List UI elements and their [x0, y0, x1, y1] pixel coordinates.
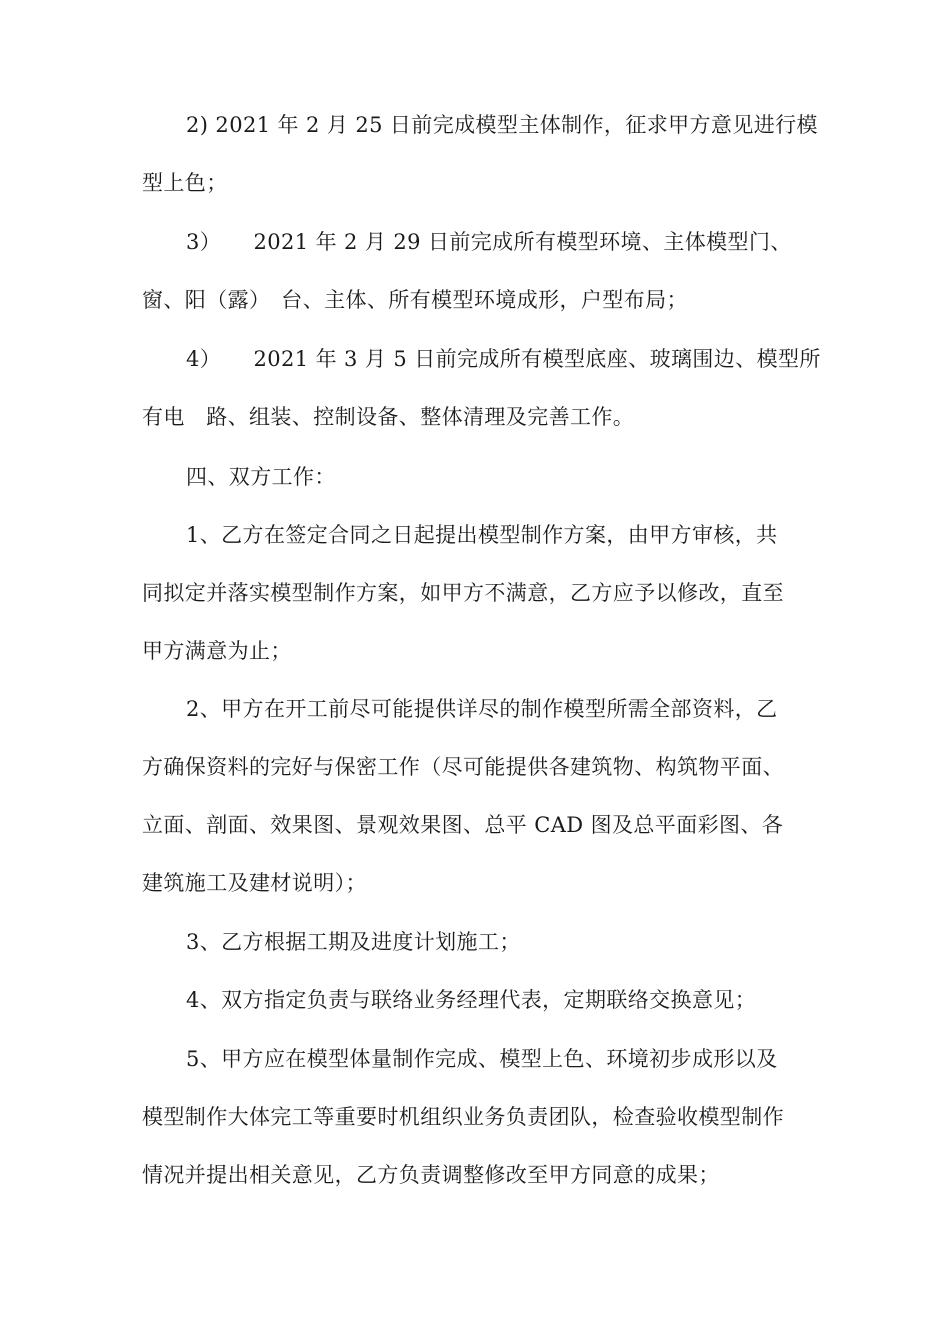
text-line: 3） 2021 年 2 月 29 日前完成所有模型环境、主体模型门、 [186, 230, 792, 254]
text-line: 2) 2021 年 2 月 25 日前完成模型主体制作，征求甲方意见进行模 [186, 113, 818, 137]
schedule-item-3 [142, 213, 832, 329]
text-line: 四、双方工作： [186, 465, 336, 489]
text-line: 方确保资料的完好与保密工作（尽可能提供各建筑物、构筑物平面、 [142, 755, 784, 779]
duty-5 [142, 1030, 832, 1204]
text-line: 5、甲方应在模型体量制作完成、模型上色、环境初步成形以及 [186, 1047, 778, 1071]
text-line: 4、双方指定负责与联络业务经理代表，定期联络交换意见； [186, 988, 757, 1012]
schedule-item-2 [142, 96, 832, 212]
text-line: 建筑施工及建材说明）； [142, 871, 367, 895]
duty-2 [142, 680, 832, 912]
text-line: 有电 路、组装、控制设备、整体清理及完善工作。 [142, 405, 635, 429]
text-line: 1、乙方在签定合同之日起提出模型制作方案，由甲方审核，共 [186, 523, 778, 547]
text-line: 立面、剖面、效果图、景观效果图、总平 CAD 图及总平面彩图、各 [142, 813, 784, 837]
text-line: 4） 2021 年 3 月 5 日前完成所有模型底座、玻璃围边、模型所 [186, 347, 821, 371]
text-line: 窗、阳（露） 台、主体、所有模型环境成形，户型布局； [142, 288, 688, 312]
text-line: 型上色； [142, 171, 228, 195]
text-line: 情况并提出相关意见，乙方负责调整修改至甲方同意的成果； [142, 1163, 720, 1187]
duty-1 [142, 506, 832, 680]
text-line: 3、乙方根据工期及进度计划施工； [186, 930, 521, 954]
text-line: 2、甲方在开工前尽可能提供详尽的制作模型所需全部资料，乙 [186, 697, 778, 721]
duty-4 [142, 971, 832, 1029]
text-line: 模型制作大体完工等重要时机组织业务负责团队，检查验收模型制作 [142, 1105, 784, 1129]
text-line: 同拟定并落实模型制作方案，如甲方不满意，乙方应予以修改，直至 [142, 581, 784, 605]
duty-3 [142, 913, 832, 971]
text-line: 甲方满意为止； [142, 639, 292, 663]
section-heading [142, 448, 832, 506]
schedule-item-4 [142, 330, 832, 446]
